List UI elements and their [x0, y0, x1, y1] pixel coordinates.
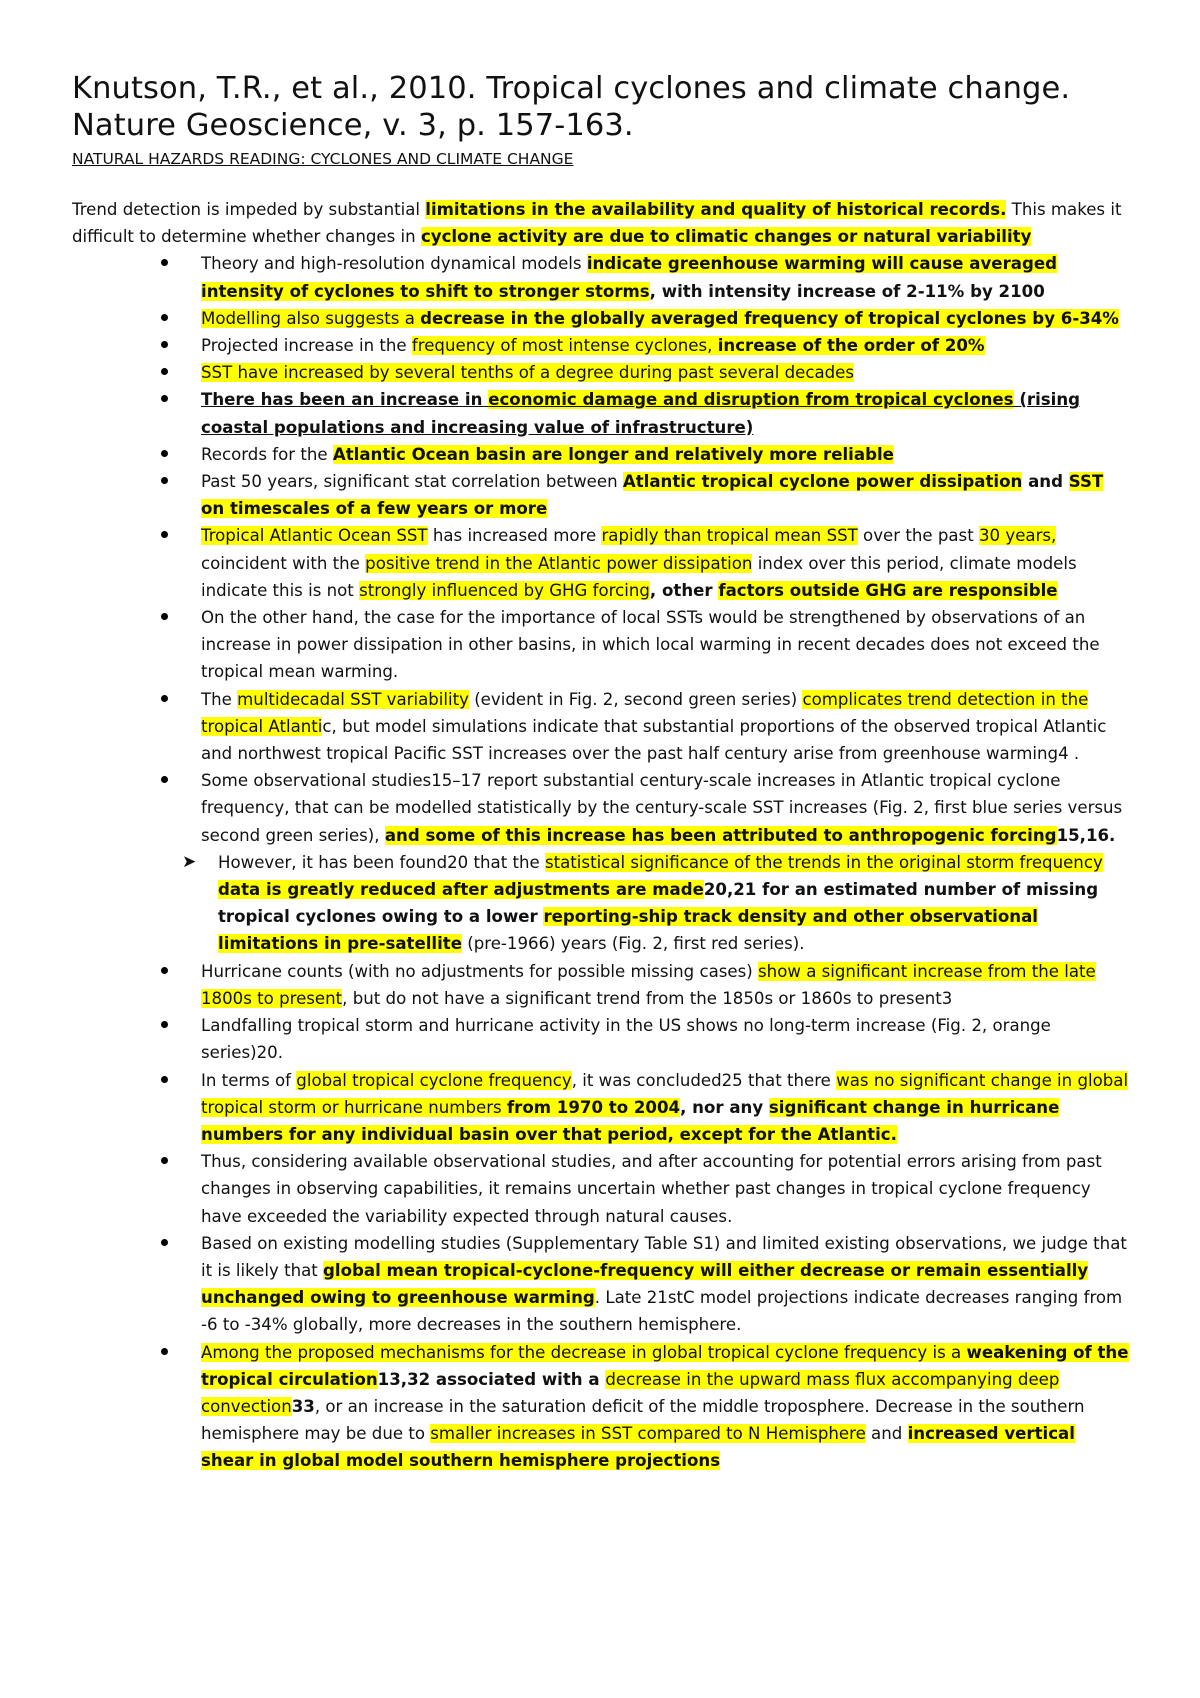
- intro-paragraph: Trend detection is impeded by substantial limitations in the availability and quality of historical records. This makes it difficult to determine whether changes in cyclone activity are due to climatic changes or natural variability: [72, 200, 1122, 247]
- list-item: Among the proposed mechanisms for the decrease in global tropical cyclone frequency is a weakening of the tropical circulation13,32 associated with a decrease in the upward mass flux accompanying deep convection33, or an increase in the saturation deficit of the middle troposphere. Decrease in the southern hemisphere may be due to smaller increases in SST compared to N Hemisphere and increased vertical shear in global model southern hemisphere projections: [72, 1339, 1132, 1475]
- list-item: Some observational studies15–17 report substantial century-scale increases in Atlantic tropical cyclone frequency, that can be modelled statistically by the century-scale SST increases (Fig. 2, first blue series versus second green series), and some of this increase has been attributed to anthropogenic forcing15,16.: [72, 767, 1132, 849]
- bullet-dot-icon: [161, 314, 168, 321]
- document-page: [72, 70, 1132, 1475]
- citation-title-line-2: Nature Geoscience, v. 3, p. 157-163.: [72, 108, 634, 143]
- list-item: Landfalling tropical storm and hurricane activity in the US shows no long-term increase (Fig. 2, orange series)20.: [72, 1012, 1132, 1066]
- list-item: Projected increase in the frequency of most intense cyclones, increase of the order of 20%: [72, 332, 1132, 359]
- bullet-dot-icon: [161, 259, 168, 266]
- section-subtitle: NATURAL HAZARDS READING: CYCLONES AND CLIMATE CHANGE: [72, 150, 574, 168]
- bullet-dot-icon: [161, 613, 168, 620]
- bullet-dot-icon: [161, 1021, 168, 1028]
- bullet-dot-icon: [161, 341, 168, 348]
- bullet-dot-icon: [161, 1348, 168, 1355]
- list-item: Tropical Atlantic Ocean SST has increased more rapidly than tropical mean SST over the past 30 years, coincident with the positive trend in the Atlantic power dissipation index over this period, climate models indicate this is not strongly influenced by GHG forcing, other factors outside GHG are responsible: [72, 522, 1132, 604]
- bullet-dot-icon: [161, 450, 168, 457]
- bullet-dot-icon: [161, 1239, 168, 1246]
- citation-title-line-1: Knutson, T.R., et al., 2010. Tropical cyclones and climate change.: [72, 71, 1071, 106]
- bullet-dot-icon: [161, 531, 168, 538]
- list-item: Modelling also suggests a decrease in the globally averaged frequency of tropical cyclones by 6-34%: [72, 305, 1132, 332]
- list-item: Records for the Atlantic Ocean basin are longer and relatively more reliable: [72, 441, 1132, 468]
- list-item: Hurricane counts (with no adjustments for possible missing cases) show a significant increase from the late 1800s to present, but do not have a significant trend from the 1850s or 1860s to present3: [72, 958, 1132, 1012]
- list-item: There has been an increase in economic damage and disruption from tropical cyclones (rising coastal populations and increasing value of infrastructure): [72, 386, 1132, 440]
- bullet-dot-icon: [161, 477, 168, 484]
- bullet-dot-icon: [161, 967, 168, 974]
- list-item: In terms of global tropical cyclone frequency, it was concluded25 that there was no significant change in global tropical storm or hurricane numbers from 1970 to 2004, nor any significant change in hurricane numbers for any individual basin over that period, except for the Atlantic.: [72, 1067, 1132, 1149]
- arrow-bullet-icon: ➤: [182, 851, 197, 872]
- bullet-dot-icon: [161, 368, 168, 375]
- list-item: Thus, considering available observational studies, and after accounting for potential errors arising from past changes in observing capabilities, it remains uncertain whether past changes in tropical cyclone frequency have exceeded the variability expected through natural causes.: [72, 1148, 1132, 1230]
- list-item: On the other hand, the case for the importance of local SSTs would be strengthened by observations of an increase in power dissipation in other basins, in which local warming in recent decades does not exceed the tropical mean warming.: [72, 604, 1132, 686]
- bullet-dot-icon: [161, 1157, 168, 1164]
- bullet-dot-icon: [161, 1076, 168, 1083]
- bullet-dot-icon: [161, 695, 168, 702]
- bullet-list: [72, 250, 1132, 1474]
- list-item: Past 50 years, significant stat correlation between Atlantic tropical cyclone power dissipation and SST on timescales of a few years or more: [72, 468, 1132, 522]
- bullet-dot-icon: [161, 776, 168, 783]
- list-item: Based on existing modelling studies (Supplementary Table S1) and limited existing observations, we judge that it is likely that global mean tropical-cyclone-frequency will either decrease or remain essentially unchanged owing to greenhouse warming. Late 21stC model projections indicate decreases ranging from -6 to -34% globally, more decreases in the southern hemisphere.: [72, 1230, 1132, 1339]
- list-item: SST have increased by several tenths of a degree during past several decades: [72, 359, 1132, 386]
- list-item: Theory and high-resolution dynamical models indicate greenhouse warming will cause averaged intensity of cyclones to shift to stronger storms, with intensity increase of 2-11% by 2100: [72, 250, 1132, 304]
- sub-list-item: ➤ However, it has been found20 that the statistical significance of the trends in the original storm frequency data is greatly reduced after adjustments are made20,21 for an estimated number of missing tropical cyclones owing to a lower reporting-ship track density and other observational limitations in pre-satellite (pre-1966) years (Fig. 2, first red series).: [72, 849, 1132, 958]
- bullet-dot-icon: [161, 395, 168, 402]
- list-item: The multidecadal SST variability (evident in Fig. 2, second green series) complicates trend detection in the tropical Atlantic, but model simulations indicate that substantial proportions of the observed tropical Atlantic and northwest tropical Pacific SST increases over the past half century arise from greenhouse warming4 .: [72, 686, 1132, 768]
